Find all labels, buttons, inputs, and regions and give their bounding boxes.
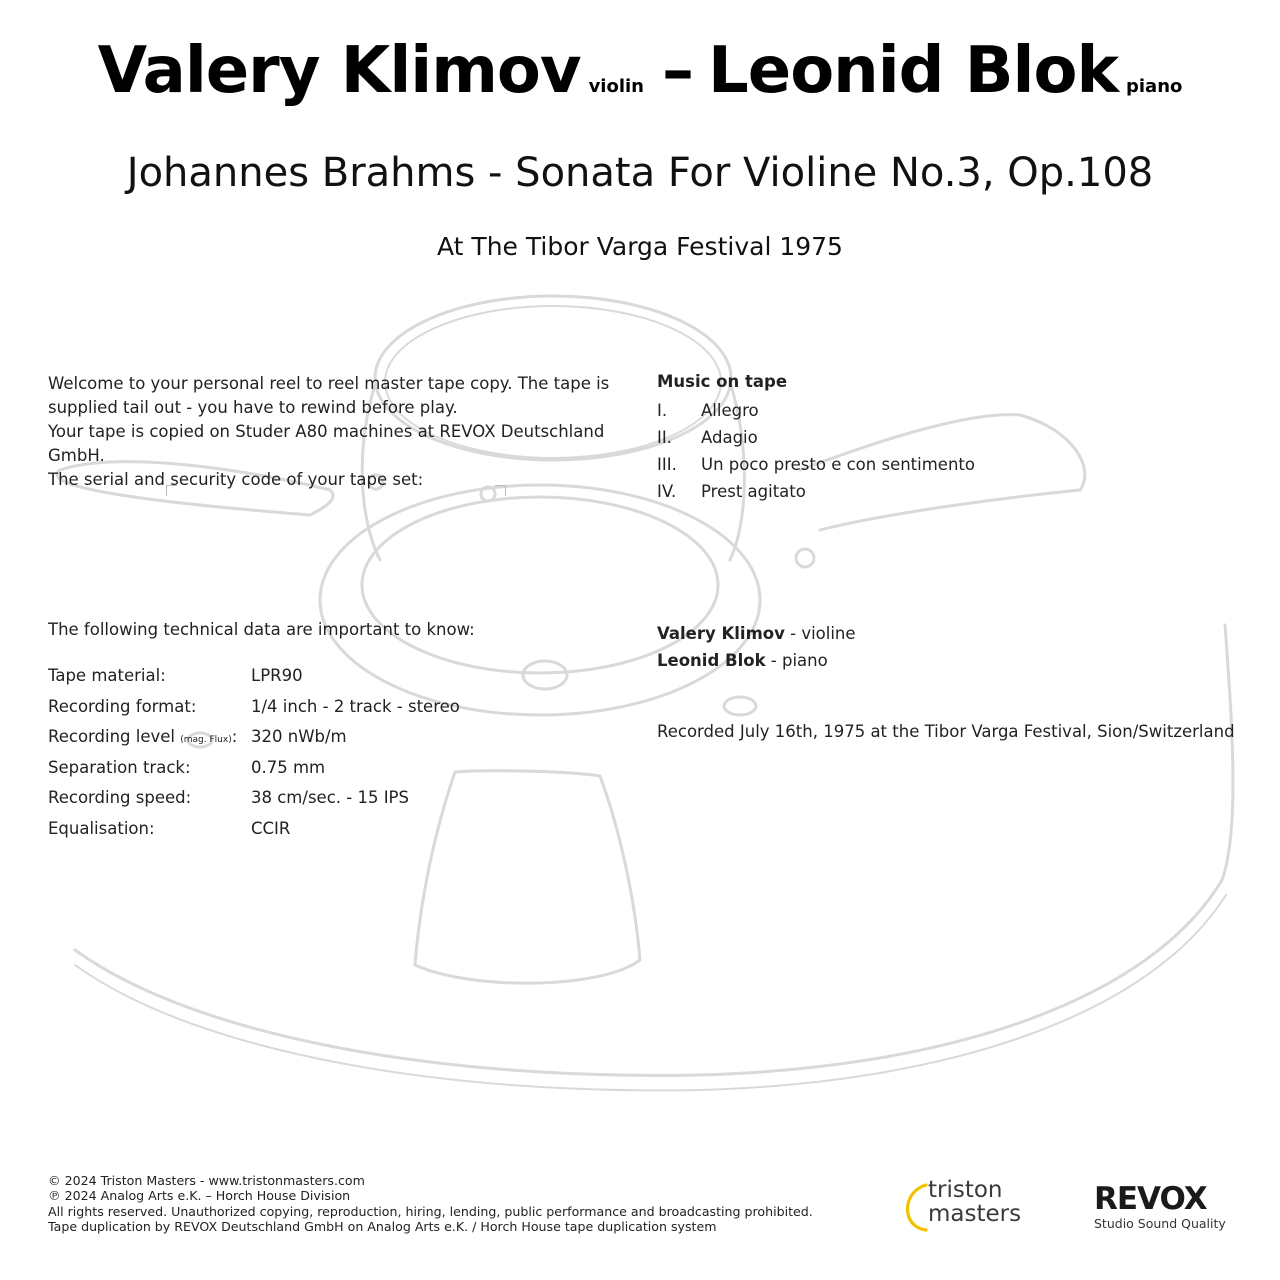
welcome-line: The serial and security code of your tape set: bbox=[48, 470, 424, 489]
copyright-footer bbox=[48, 1173, 878, 1235]
technical-intro: The following technical data are important to know: bbox=[48, 620, 475, 639]
tech-label-sub: (mag. Flux) bbox=[180, 735, 232, 746]
tech-label: Equalisation: bbox=[48, 818, 155, 838]
track-number: III. bbox=[657, 455, 677, 474]
track-number: I. bbox=[657, 401, 668, 420]
performer-role: - piano bbox=[765, 651, 828, 670]
title-separator: – bbox=[662, 34, 694, 108]
artist1-name: Valery Klimov bbox=[97, 34, 581, 108]
tech-label: Separation track: bbox=[48, 757, 191, 777]
tech-row bbox=[48, 661, 608, 692]
tech-label: Tape material: bbox=[48, 666, 166, 685]
triston-masters-logo bbox=[904, 1178, 1034, 1234]
tech-row bbox=[48, 692, 608, 723]
artist2-role: piano bbox=[1126, 76, 1183, 97]
welcome-line: Welcome to your personal reel to reel master tape copy. The tape is bbox=[48, 374, 610, 393]
corner-mark bbox=[166, 485, 177, 496]
technical-data-table bbox=[48, 661, 608, 845]
tech-value: 38 cm/sec. - 15 IPS bbox=[251, 788, 409, 808]
performer-role: - violine bbox=[784, 624, 856, 643]
tech-value: 1/4 inch - 2 track - stereo bbox=[251, 696, 460, 716]
tech-label: Recording format: bbox=[48, 696, 197, 716]
performers bbox=[657, 620, 856, 674]
performer-line bbox=[657, 647, 856, 674]
triston-logo-line1: triston bbox=[928, 1177, 1003, 1203]
footer-line: Tape duplication by REVOX Deutschland GmbH on Analog Arts e.K. / Horch House tape duplication system bbox=[48, 1219, 717, 1235]
page-title bbox=[0, 34, 1280, 108]
track-item bbox=[657, 451, 1237, 478]
tech-row bbox=[48, 783, 608, 814]
welcome-line: supplied tail out - you have to rewind before play. bbox=[48, 398, 458, 417]
artist2-name: Leonid Blok bbox=[708, 34, 1118, 108]
welcome-text bbox=[48, 372, 638, 492]
recording-info: Recorded July 16th, 1975 at the Tibor Varga Festival, Sion/Switzerland bbox=[657, 722, 1235, 741]
tech-value: LPR90 bbox=[251, 666, 303, 685]
music-heading: Music on tape bbox=[657, 372, 788, 391]
triston-logo-line2: masters bbox=[928, 1201, 1022, 1227]
work-title: Johannes Brahms - Sonata For Violine No.3, Op.108 bbox=[126, 150, 1154, 196]
revox-wordmark: REVOX bbox=[1094, 1181, 1207, 1217]
track-list bbox=[657, 397, 1237, 505]
track-item bbox=[657, 424, 1237, 451]
artist1-role: violin bbox=[588, 76, 644, 97]
tech-value: 320 nWb/m bbox=[251, 727, 347, 747]
tech-label: Recording level bbox=[48, 727, 176, 747]
footer-line: ℗ 2024 Analog Arts e.K. – Horch House Division bbox=[48, 1188, 351, 1204]
performer-name: Valery Klimov bbox=[657, 624, 785, 643]
track-item bbox=[657, 397, 1237, 424]
track-item bbox=[657, 478, 1237, 505]
track-number: IV. bbox=[657, 482, 677, 501]
tech-row bbox=[48, 753, 608, 784]
tech-label: Recording speed: bbox=[48, 788, 192, 808]
tech-row bbox=[48, 814, 608, 845]
footer-line: All rights reserved. Unauthorized copying, reproduction, hiring, lending, public performance and broadcasting prohibited. bbox=[48, 1203, 813, 1219]
music-on-tape bbox=[657, 372, 1237, 505]
track-title: Prest agitato bbox=[701, 482, 806, 501]
performer-line bbox=[657, 620, 856, 647]
revox-tagline: Studio Sound Quality bbox=[1094, 1216, 1226, 1231]
track-number: II. bbox=[657, 428, 672, 447]
triston-arc-icon bbox=[904, 1182, 930, 1232]
revox-logo bbox=[1094, 1182, 1239, 1238]
tech-value: CCIR bbox=[251, 818, 291, 838]
footer-line: © 2024 Triston Masters - www.tristonmasters.com bbox=[48, 1173, 365, 1188]
track-title: Allegro bbox=[701, 401, 759, 420]
track-title: Un poco presto e con sentimento bbox=[701, 455, 975, 474]
performer-name: Leonid Blok bbox=[657, 651, 766, 670]
tech-row bbox=[48, 722, 608, 753]
corner-mark bbox=[495, 485, 506, 496]
serial-code-box bbox=[166, 485, 506, 497]
tech-label-recording-level bbox=[48, 722, 251, 753]
track-title: Adagio bbox=[701, 428, 758, 447]
welcome-line: Your tape is copied on Studer A80 machines at REVOX Deutschland GmbH. bbox=[48, 422, 605, 465]
venue-subtitle: At The Tibor Varga Festival 1975 bbox=[437, 232, 843, 261]
tech-value: 0.75 mm bbox=[251, 757, 326, 777]
tech-label-suffix: : bbox=[231, 727, 238, 747]
